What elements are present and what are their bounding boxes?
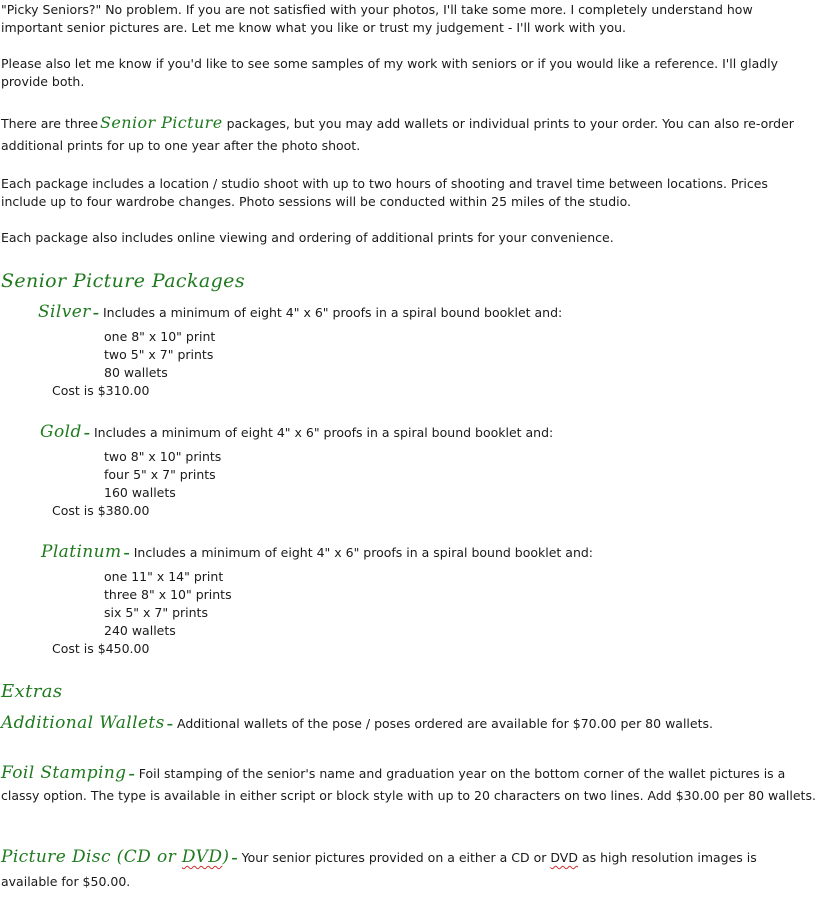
senior-picture-highlight: Senior Picture [100, 113, 223, 132]
package-platinum-item: one 11" x 14" print [104, 569, 224, 584]
package-platinum-item: 240 wallets [104, 623, 176, 638]
dash: – [123, 545, 130, 560]
package-silver-item: two 5" x 7" prints [104, 347, 214, 362]
intro-p3-rest: packages, but you may add wallets or individual prints to your order. You can also re-order additional prints for up to one year after the photo shoot. [1, 116, 794, 153]
extra-disc-title-part: Picture Disc (CD or [1, 847, 182, 867]
packages-heading: Senior Picture Packages [1, 270, 245, 292]
package-silver-name: Silver [38, 302, 91, 322]
extra-wallets-title: Additional Wallets [1, 713, 165, 733]
intro-paragraph-2: Please also let me know if you'd like to see some samples of my work with seniors or if you would like a reference. I'll gladly provide both. [1, 56, 779, 89]
package-platinum-name: Platinum [41, 542, 122, 562]
intro-paragraph-4: Each package includes a location / studio shoot with up to two hours of shooting and travel time between locations. Prices include up to four wardrobe changes. Photo sessions will be conducted within 25 miles of the studio. [1, 176, 768, 209]
package-gold-item: four 5" x 7" prints [104, 467, 216, 482]
intro-paragraph-5: Each package also includes online viewing and ordering of additional prints for your convenience. [1, 230, 614, 245]
intro-p3-lead: There are three [1, 116, 99, 131]
extra-wallets [1, 712, 816, 735]
package-gold-header [40, 422, 553, 443]
package-platinum-cost: Cost is $450.00 [52, 641, 150, 656]
spellcheck-word: DVD [550, 850, 578, 865]
package-silver-header [38, 302, 562, 323]
extra-wallets-desc: Additional wallets of the pose / poses ordered are available for $70.00 per 80 wallets. [176, 716, 713, 731]
dash: – [92, 305, 99, 320]
extra-disc-title-part: ) [222, 847, 230, 867]
package-silver-item: one 8" x 10" print [104, 329, 216, 344]
package-gold-item: 160 wallets [104, 485, 176, 500]
extra-disc-desc-part: as high resolution images is available for $50.00. [1, 850, 757, 889]
extra-foil [1, 762, 816, 807]
extra-disc-title [1, 847, 229, 867]
intro-paragraph-3 [1, 112, 816, 157]
dash: – [231, 850, 238, 865]
extra-disc [1, 845, 816, 894]
package-gold-name: Gold [40, 422, 82, 442]
extras-heading: Extras [1, 681, 63, 702]
package-platinum-header [41, 542, 593, 563]
extra-foil-title: Foil Stamping [1, 763, 127, 783]
package-silver-desc: Includes a minimum of eight 4" x 6" proofs in a spiral bound booklet and: [102, 305, 563, 320]
extra-disc-desc-part: Your senior pictures provided on a either a CD or [241, 850, 551, 865]
package-platinum-desc: Includes a minimum of eight 4" x 6" proofs in a spiral bound booklet and: [133, 545, 594, 560]
package-platinum-item: three 8" x 10" prints [104, 587, 232, 602]
package-silver-item: 80 wallets [104, 365, 168, 380]
spellcheck-word: DVD [181, 847, 223, 867]
dash: – [166, 716, 173, 731]
intro-paragraph-1: "Picky Seniors?" No problem. If you are not satisfied with your photos, I'll take some more. I completely understand how important senior pictures are. Let me know what you like or trust my judgement - I'll work with you. [1, 2, 753, 35]
dash: – [83, 425, 90, 440]
package-gold-desc: Includes a minimum of eight 4" x 6" proofs in a spiral bound booklet and: [93, 425, 554, 440]
package-gold-item: two 8" x 10" prints [104, 449, 222, 464]
dash: – [128, 766, 135, 781]
package-silver-cost: Cost is $310.00 [52, 383, 150, 398]
extra-foil-desc: Foil stamping of the senior's name and graduation year on the bottom corner of the wallet pictures is a classy option. The type is available in either script or block style with up to 20 characters on two lines. Add $30.00 per 80 wallets. [1, 766, 816, 803]
package-platinum-item: six 5" x 7" prints [104, 605, 208, 620]
package-gold-cost: Cost is $380.00 [52, 503, 150, 518]
